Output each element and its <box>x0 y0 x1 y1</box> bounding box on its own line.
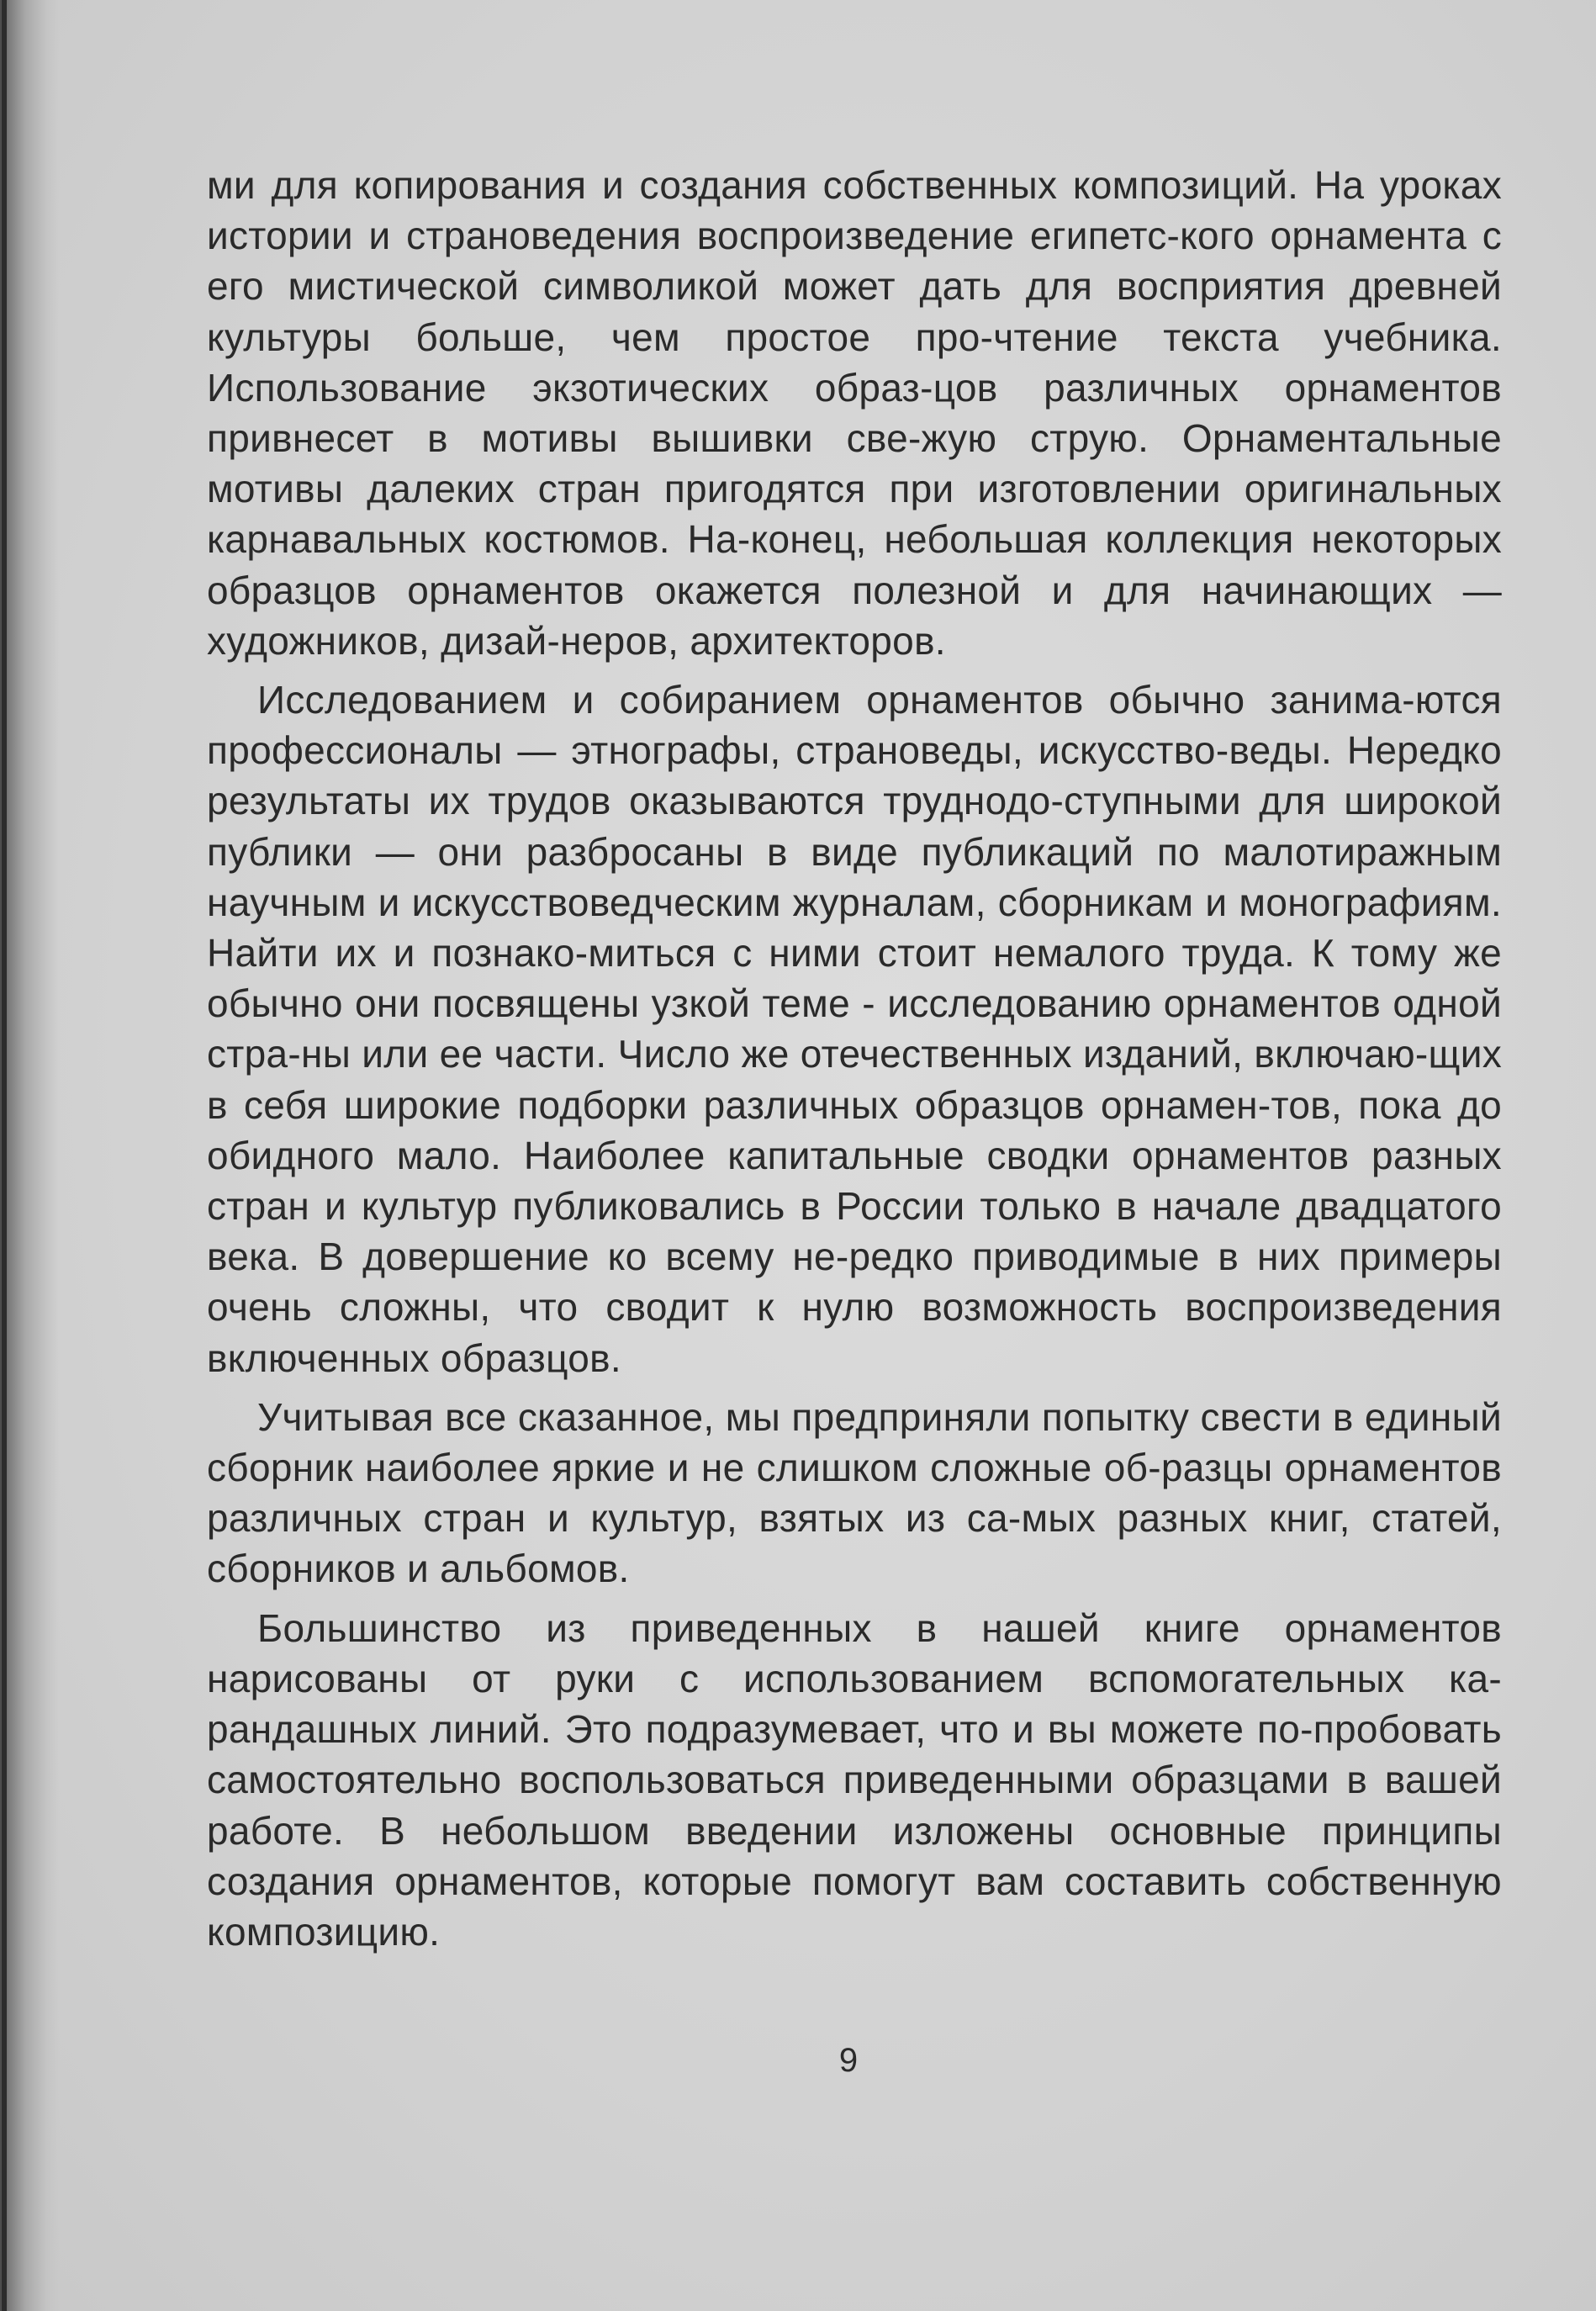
page-number: 9 <box>838 2042 859 2079</box>
paragraph-2: Исследованием и собиранием орнаментов обычно занима-ются профессионалы — этнографы, страноведы, искусство-веды. Нередко результаты их трудов оказываются труднодо-ступными для широкой публики — они разбросаны в виде публикаций по малотиражным научным и искусствоведческим журналам, сборникам и монографиям. Найти их и познако-миться с ними стоит немалого труда. К тому же обычно они посвящены узкой теме - исследованию орнаментов одной стра-ны или ее части. Число же отечественных изданий, включаю-щих в себя широкие подборки различных образцов орнамен-тов, пока до обидного мало. Наиболее капитальные сводки орнаментов разных стран и культур публиковались в России только в начале двадцатого века. В довершение ко всему не-редко приводимые в них примеры очень сложны, что сводит к нулю возможность воспроизведения включенных образцов. <box>207 678 1502 1380</box>
paragraph-3: Учитывая все сказанное, мы предприняли попытку свести в единый сборник наиболее яркие и не слишком сложные об-разцы орнаментов различных стран и культур, взятых из са-мых разных книг, статей, сборников и альбомов. <box>207 1394 1502 1591</box>
paragraph-4: Большинство из приведенных в нашей книге орнаментов нарисованы от руки с использованием вспомогательных ка-рандашных линий. Это подразумевает, что и вы можете по-пробовать самостоятельно воспользоваться приведенными образцами в вашей работе. В небольшом введении изложены основные принципы создания орнаментов, которые помогут вам составить собственную композицию. <box>207 1605 1502 1954</box>
spine-edge <box>2 0 7 2311</box>
body-text <box>207 160 1502 1957</box>
paragraph-1: ми для копирования и создания собственных композиций. На уроках истории и страноведения воспроизведение египетс-кого орнамента с его мистической символикой может дать для восприятия древней культуры больше, чем простое про-чтение текста учебника. Использование экзотических образ-цов различных орнаментов привнесет в мотивы вышивки све-жую струю. Орнаментальные мотивы далеких стран пригодятся при изготовлении оригинальных карнавальных костюмов. На-конец, небольшая коллекция некоторых образцов орнаментов окажется полезной и для начинающих — художников, дизай-неров, архитекторов. <box>207 163 1502 663</box>
spine-shadow <box>0 0 59 2311</box>
